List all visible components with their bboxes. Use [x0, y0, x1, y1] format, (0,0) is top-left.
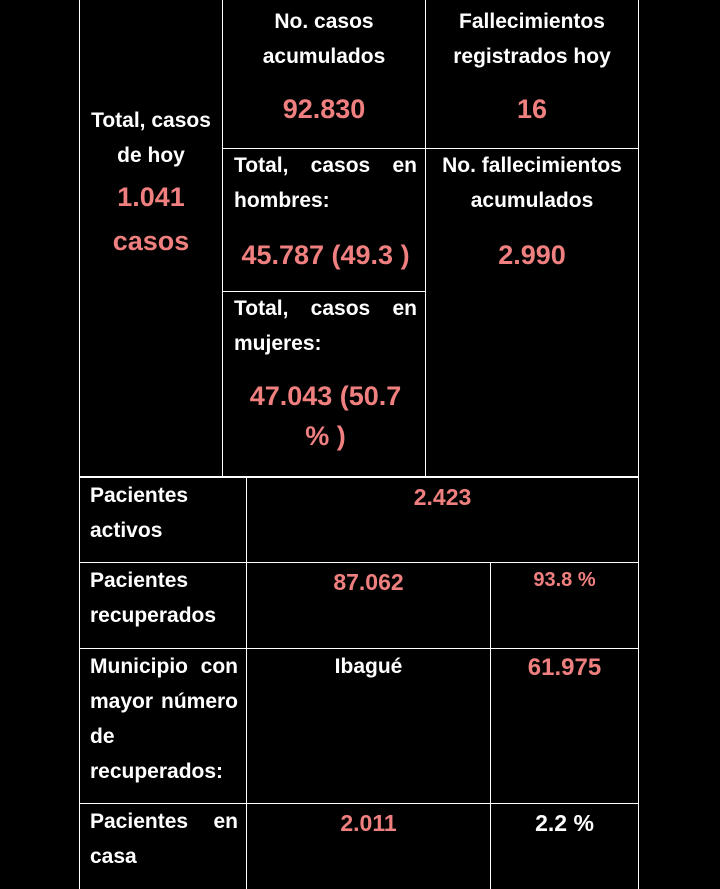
cumulative-deaths-value: 2.990: [498, 240, 566, 270]
cases-women-label: Total, casos en mujeres:: [234, 297, 417, 355]
municipality-value-cell: [491, 649, 638, 687]
cases-women-cell: [223, 291, 425, 456]
cumulative-deaths-label: No. fallecimientos acumulados: [442, 154, 622, 212]
cases-men-cell: [223, 148, 425, 273]
deaths-today-cell: [426, 4, 638, 127]
active-value-cell: [247, 478, 638, 516]
municipality-name: Ibagué: [334, 655, 403, 678]
today-cases-cell: [80, 103, 222, 263]
today-cases-unit: casos: [112, 226, 190, 256]
cumulative-cases-cell: [223, 4, 425, 127]
home-percent-cell: [491, 804, 638, 842]
cases-men-value: 45.787 (49.3 ): [241, 240, 410, 270]
cases-women-value: 47.043 (50.7 % ): [249, 381, 402, 451]
active-label-cell: [80, 478, 246, 548]
recovered-value: 87.062: [333, 569, 404, 595]
today-cases-value: 1.041: [117, 182, 185, 212]
active-label: Pacientes activos: [90, 484, 189, 542]
home-percent: 2.2 %: [535, 810, 594, 836]
recovered-percent: 93.8 %: [533, 569, 596, 591]
home-value-cell: [247, 804, 490, 842]
table-border: [638, 0, 639, 889]
recovered-value-cell: [247, 563, 490, 601]
home-label: Pacientes en casa: [90, 810, 238, 868]
municipality-value: 61.975: [527, 654, 602, 681]
municipality-label: Municipio con mayor número de recuperados:: [90, 655, 238, 783]
municipality-name-cell: [247, 649, 490, 684]
cases-men-label: Total, casos en hombres:: [234, 154, 417, 212]
active-value: 2.423: [413, 484, 472, 510]
cumulative-deaths-cell: [426, 148, 638, 273]
recovered-label-cell: [80, 563, 246, 633]
recovered-label: Pacientes recuperados: [90, 569, 217, 627]
cumulative-cases-value: 92.830: [282, 94, 366, 124]
cumulative-cases-label: No. casos acumulados: [262, 10, 386, 68]
today-cases-label: Total, casos de hoy: [91, 109, 211, 167]
municipality-label-cell: [80, 649, 246, 789]
deaths-today-value: 16: [516, 94, 548, 124]
recovered-percent-cell: [491, 563, 638, 597]
home-value: 2.011: [340, 810, 397, 836]
deaths-today-label: Fallecimientos registrados hoy: [453, 10, 611, 68]
home-label-cell: [80, 804, 246, 874]
